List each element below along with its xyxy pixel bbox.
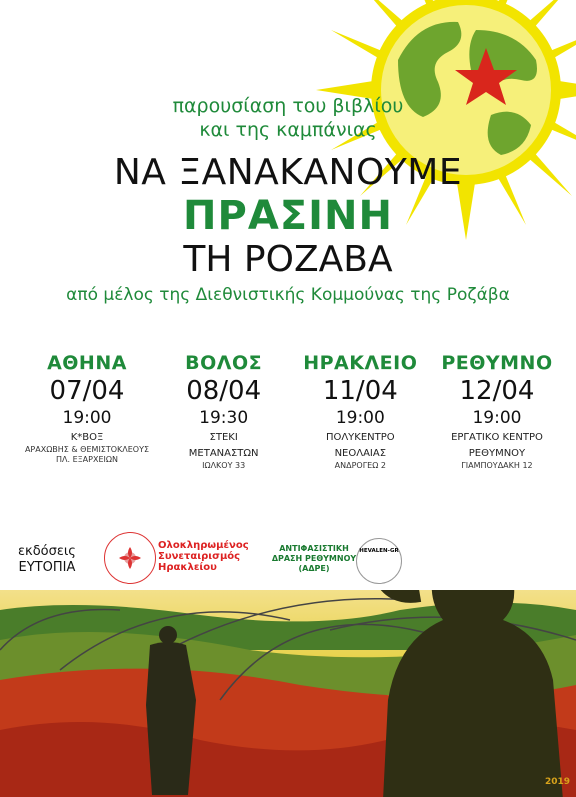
event-rethymno bbox=[432, 352, 562, 470]
coop-line-1: Ολοκληρωμένος bbox=[158, 540, 249, 551]
event-heraklion bbox=[295, 352, 425, 470]
title-line-3: ΤΗ ΡΟΖΑΒΑ bbox=[183, 239, 393, 280]
event-address: ΑΡΑΧΩΒΗΣ & ΘΕΜΙΣΤΟΚΛΕΟΥΣ bbox=[24, 445, 150, 454]
event-time: 19:00 bbox=[62, 408, 112, 428]
event-city: ΗΡΑΚΛΕΙΟ bbox=[303, 352, 418, 374]
hevalen-text: HEVALEN-GR bbox=[359, 548, 399, 554]
event-volos bbox=[159, 352, 289, 470]
coop-line-2: Συνεταιρισμός bbox=[158, 551, 241, 562]
intro-line-2: και της καμπάνιας bbox=[199, 119, 377, 141]
title-line-1: ΝΑ ΞΑΝΑΚΑΝΟΥΜΕ bbox=[113, 152, 463, 193]
field-photo bbox=[0, 590, 576, 797]
afa-logo bbox=[258, 544, 370, 574]
event-city: ΡΕΘΥΜΝΟ bbox=[441, 352, 553, 374]
event-address-2: ΠΛ. ΕΞΑΡΧΕΙΩΝ bbox=[56, 455, 118, 464]
event-time: 19:30 bbox=[199, 408, 249, 428]
event-address-2: ΑΝΔΡΟΓΕΩ 2 bbox=[334, 461, 386, 470]
flower-icon bbox=[105, 533, 155, 583]
event-time: 19:00 bbox=[335, 408, 385, 428]
event-address-2: ΓΙΑΜΠΟΥΔΑΚΗ 12 bbox=[461, 461, 533, 470]
event-city: ΒΟΛΟΣ bbox=[185, 352, 263, 374]
event-address: ΝΕΟΛΑΙΑΣ bbox=[334, 448, 387, 459]
event-date: 12/04 bbox=[459, 376, 535, 406]
event-venue: Κ*ΒΟΞ bbox=[70, 432, 104, 443]
event-venue: ΠΟΛΥΚΕΝΤΡΟ bbox=[325, 432, 395, 443]
coop-logo bbox=[104, 532, 156, 584]
year-label: 2019 bbox=[544, 777, 570, 787]
byline-prefix: από μέλος της bbox=[66, 285, 191, 305]
coop-logo-text bbox=[158, 540, 249, 573]
event-date: 08/04 bbox=[186, 376, 262, 406]
title-line-2: ΠΡΑΣΙΝΗ bbox=[183, 193, 393, 239]
event-date: 07/04 bbox=[49, 376, 125, 406]
event-time: 19:00 bbox=[472, 408, 522, 428]
event-list bbox=[22, 352, 562, 470]
publisher-line-1: εκδόσεις bbox=[18, 544, 76, 559]
event-venue: ΣΤΕΚΙ bbox=[209, 432, 238, 443]
hevalen-logo bbox=[356, 538, 402, 584]
event-city: ΑΘΗΝΑ bbox=[47, 352, 127, 374]
afa-line-3: (ΑΔΡΕ) bbox=[298, 564, 330, 573]
afa-line-2: ΔΡΑΣΗ ΡΕΘΥΜΝΟΥ bbox=[271, 554, 357, 563]
intro-line-1: παρουσίαση του βιβλίου bbox=[172, 95, 404, 117]
event-address-2: ΙΩΛΚΟΥ 33 bbox=[202, 461, 246, 470]
event-athens bbox=[22, 352, 152, 470]
publisher-line-2: ΕΥΤΟΠΙΑ bbox=[18, 560, 76, 575]
event-address: ΡΕΘΥΜΝΟΥ bbox=[468, 448, 526, 459]
event-venue: ΕΡΓΑΤΙΚΟ ΚΕΝΤΡΟ bbox=[451, 432, 543, 443]
event-date: 11/04 bbox=[322, 376, 398, 406]
afa-line-1: ΑΝΤΙΦΑΣΙΣΤΙΚΗ bbox=[279, 544, 349, 553]
publisher bbox=[18, 544, 76, 576]
byline bbox=[0, 285, 576, 305]
byline-org: Διεθνιστικής Κομμούνας της Ροζάβα bbox=[195, 285, 510, 305]
event-address: ΜΕΤΑΝΑΣΤΩΝ bbox=[188, 448, 259, 459]
coop-line-3: Ηρακλείου bbox=[158, 562, 217, 573]
